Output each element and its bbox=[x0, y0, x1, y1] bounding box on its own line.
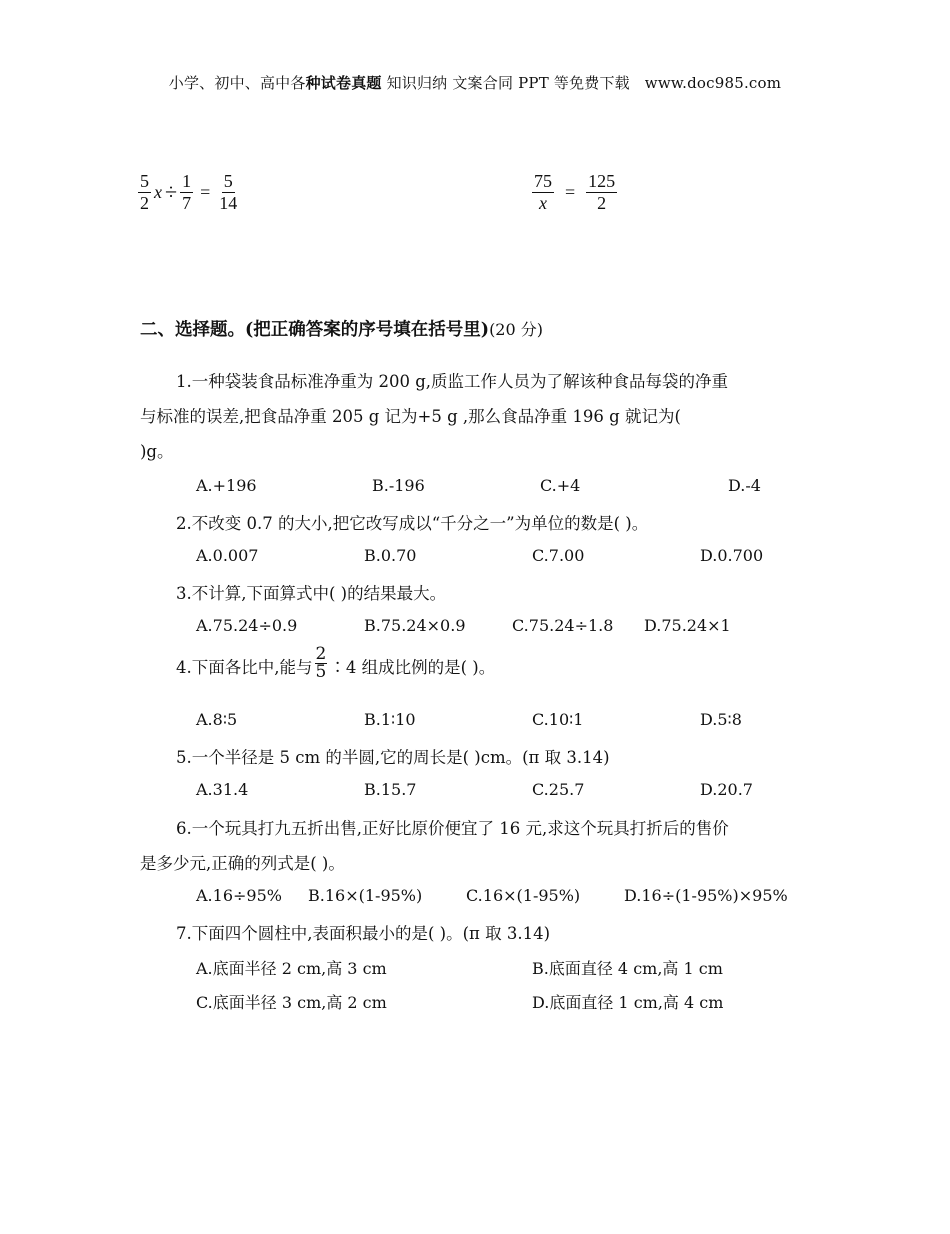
q7-option-b[interactable]: B.底面直径 4 cm,高 1 cm bbox=[532, 959, 723, 978]
eq1-fraction-a: $\frac{5}{2}$ bbox=[140, 171, 149, 213]
q4-option-c[interactable]: C.10∶1 bbox=[532, 710, 584, 729]
eq2-equals: = bbox=[565, 181, 576, 202]
question-6-line-1: 6.一个玩具打九五折出售,正好比原价便宜了 16 元,求这个玩具打折后的售价 bbox=[176, 819, 729, 838]
page-header bbox=[0, 72, 950, 93]
q5-option-b[interactable]: B.15.7 bbox=[364, 780, 417, 799]
question-2: 2.不改变 0.7 的大小,把它改写成以“千分之一”为单位的数是( )。 bbox=[176, 514, 649, 533]
q5-option-a[interactable]: A.31.4 bbox=[196, 780, 249, 799]
q4-suffix: ∶4 组成比例的是( )。 bbox=[329, 657, 496, 677]
q4-prefix: 4.下面各比中,能与 bbox=[176, 657, 313, 677]
q3-option-c[interactable]: C.75.24÷1.8 bbox=[512, 616, 614, 635]
q2-option-b[interactable]: B.0.70 bbox=[364, 546, 417, 565]
q6-option-d[interactable]: D.16÷(1-95%)×95% bbox=[624, 886, 788, 905]
q4-option-d[interactable]: D.5∶8 bbox=[700, 710, 742, 729]
q2-option-c[interactable]: C.7.00 bbox=[532, 546, 585, 565]
eq2-fraction-a: $\frac{75}{x}$ bbox=[534, 171, 552, 213]
eq1-fraction-b: $\frac{1}{7}$ bbox=[182, 171, 192, 213]
q3-option-b[interactable]: B.75.24×0.9 bbox=[364, 616, 466, 635]
q7-option-a[interactable]: A.底面半径 2 cm,高 3 cm bbox=[196, 959, 387, 978]
q1-option-b[interactable]: B.-196 bbox=[372, 476, 425, 495]
q5-option-d[interactable]: D.20.7 bbox=[700, 780, 753, 799]
equation-2 bbox=[532, 172, 617, 213]
header-text-1: 小学、初中、高中各 bbox=[168, 74, 306, 92]
q4-fraction-denominator: 5 bbox=[315, 662, 327, 682]
q7-option-d[interactable]: D.底面直径 1 cm,高 4 cm bbox=[532, 993, 724, 1012]
eq2-fraction-b: $\frac{125}{2}$ bbox=[588, 171, 616, 213]
q4-option-b[interactable]: B.1∶10 bbox=[364, 710, 416, 729]
question-6-line-2: 是多少元,正确的列式是( )。 bbox=[140, 854, 345, 873]
question-4 bbox=[176, 644, 496, 683]
q2-option-a[interactable]: A.0.007 bbox=[196, 546, 259, 565]
q3-option-a[interactable]: A.75.24÷0.9 bbox=[196, 616, 298, 635]
question-5: 5.一个半径是 5 cm 的半圆,它的周长是( )cm。(π 取 3.14) bbox=[176, 748, 610, 767]
q2-option-d[interactable]: D.0.700 bbox=[700, 546, 764, 565]
q3-option-d[interactable]: D.75.24×1 bbox=[644, 616, 731, 635]
q5-option-c[interactable]: C.25.7 bbox=[532, 780, 585, 799]
q6-option-a[interactable]: A.16÷95% bbox=[196, 886, 282, 905]
q1-option-d[interactable]: D.-4 bbox=[728, 476, 761, 495]
question-7: 7.下面四个圆柱中,表面积最小的是( )。(π 取 3.14) bbox=[176, 924, 551, 943]
eq1-equals: = bbox=[200, 181, 211, 202]
q4-fraction-numerator: 2 bbox=[315, 644, 327, 664]
q1-option-c[interactable]: C.+4 bbox=[540, 476, 581, 495]
section-points: (20 分) bbox=[489, 320, 543, 339]
eq1-operator: ÷ bbox=[165, 179, 178, 205]
eq1-fraction-c: $\frac{5}{14}$ bbox=[219, 171, 238, 213]
q6-option-b[interactable]: B.16×(1-95%) bbox=[308, 886, 423, 905]
header-text-4: 文案合同 PPT 等免费下载 bbox=[452, 74, 630, 92]
equation-1 bbox=[138, 172, 239, 213]
question-1-line-3: )g。 bbox=[140, 442, 174, 461]
question-1-line-1: 1.一种袋装食品标准净重为 200 g,质监工作人员为了解该种食品每袋的净重 bbox=[176, 372, 729, 391]
question-3: 3.不计算,下面算式中( )的结果最大。 bbox=[176, 584, 447, 603]
q7-option-c[interactable]: C.底面半径 3 cm,高 2 cm bbox=[196, 993, 387, 1012]
header-text-3: 知识归纳 bbox=[386, 74, 448, 92]
eq1-variable: x bbox=[154, 181, 162, 202]
section-title: 二、选择题。(把正确答案的序号填在括号里)(20 分) bbox=[140, 320, 543, 340]
q4-fraction bbox=[315, 646, 328, 681]
q4-option-a[interactable]: A.8∶5 bbox=[196, 710, 238, 729]
header-text-2: 种试卷真题 bbox=[305, 74, 382, 92]
header-url[interactable]: www.doc985.com bbox=[644, 74, 782, 92]
q1-option-a[interactable]: A.+196 bbox=[196, 476, 257, 495]
question-1-line-2: 与标准的误差,把食品净重 205 g 记为+5 g ,那么食品净重 196 g 就记为( bbox=[140, 407, 681, 426]
q6-option-c[interactable]: C.16×(1-95%) bbox=[466, 886, 581, 905]
